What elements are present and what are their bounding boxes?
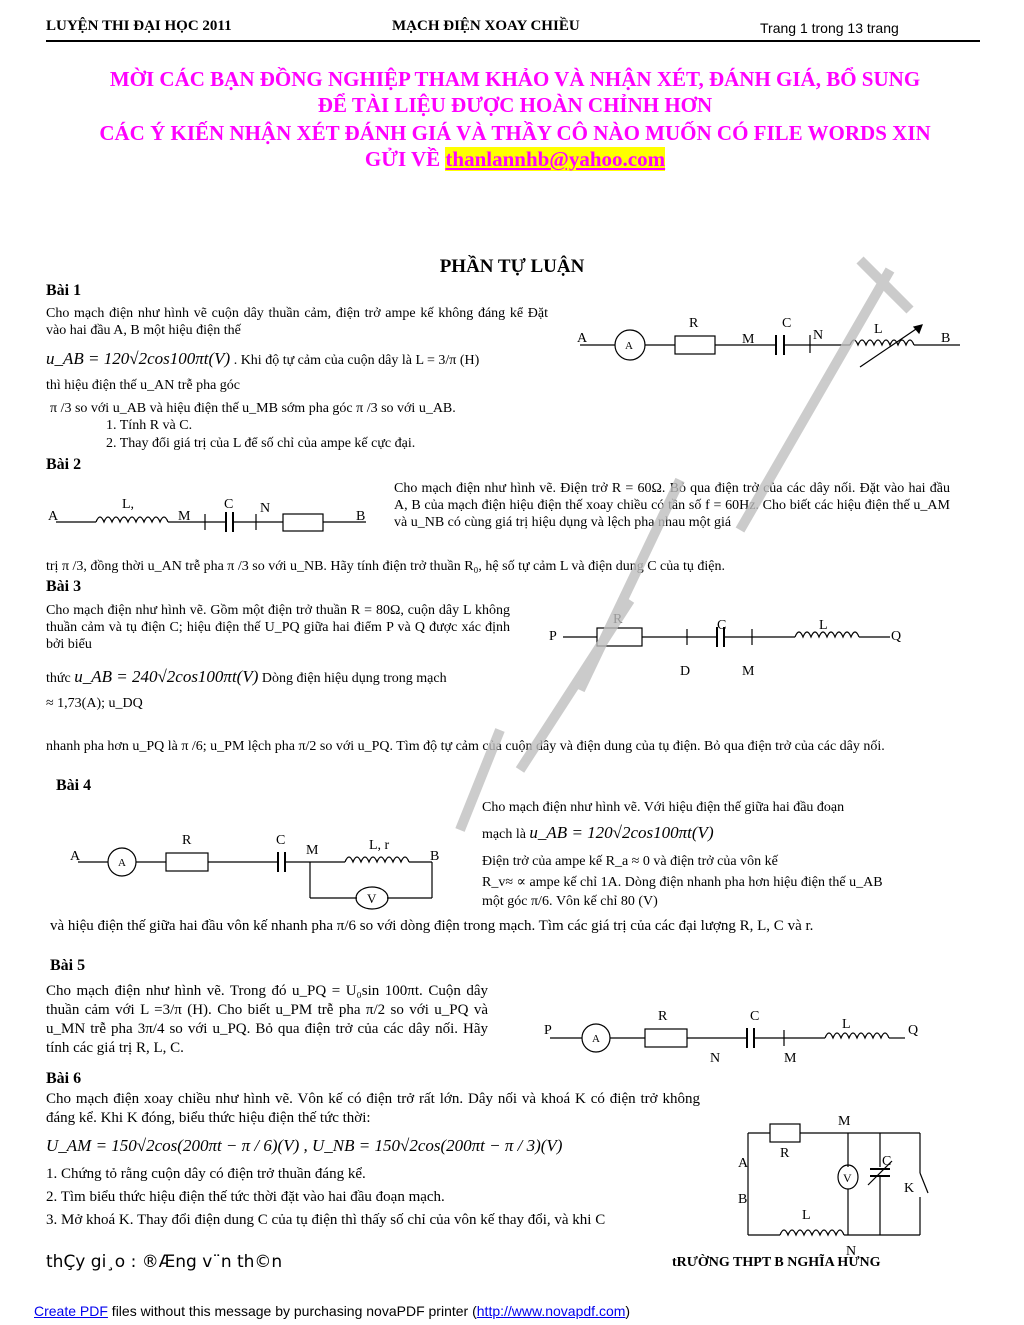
bai1-node-B: B [941, 331, 951, 346]
bai1-question-1: 1. Tính R và C. [106, 418, 193, 433]
footer-pdf-text-1: files without this message by purchasing novaPDF printer ( [107, 1303, 477, 1319]
section-title: PHẦN TỰ LUẬN [439, 256, 585, 277]
bai5-capacitor-label: C [750, 1009, 760, 1024]
bai3-paragraph-1: Cho mạch điện như hình vẽ. Gồm một điện trở thuần R = 80Ω, cuộn dây L không thuần cảm và tụ điện C; hiệu điện thế U_PQ giữa hai điểm P và Q được xác định bởi biểu [46, 603, 510, 652]
bai3-node-M: M [742, 664, 755, 679]
bai1-node-M: M [742, 332, 755, 347]
invite-line-3: CÁC Ý KIẾN NHẬN XÉT ĐÁNH GIÁ VÀ THẦY CÔ NÀO MUỐN CÓ FILE WORDS XIN [99, 121, 931, 145]
bai2-node-B: B [356, 509, 366, 524]
bai4-capacitor-label: C [276, 833, 286, 848]
bai5-inductor-label: L [842, 1017, 851, 1032]
bai6-title: Bài 6 [46, 1070, 82, 1087]
bai6-resistor-label: R [780, 1146, 790, 1161]
bai6-node-A: A [738, 1156, 749, 1171]
bai4-paragraph-6: và hiệu điện thế giữa hai đầu vôn kế nhanh pha π/6 so với dòng điện trong mạch. Tìm các giá trị của các đại lượng R, L, C và r. [50, 918, 814, 934]
bai6-node-B: B [738, 1192, 748, 1207]
bai4-paragraph-1: Cho mạch điện như hình vẽ. Với hiệu điện thế giữa hai đầu đoạn [482, 800, 845, 815]
bai2-paragraph-1: Cho mạch điện như hình vẽ. Điện trở R = 60Ω. Bỏ qua điện trở của các dây nối. Đặt vào hai đầu A, B của mạch điện hiệu điện thế xoay chiều có tần số f = 60Hz. Cho biết các hiệu điện thế u_AM và u_NB có cùng giá trị hiệu dụng và lệch pha nhau một giá [394, 481, 950, 530]
bai3-resistor-label: R [613, 612, 623, 627]
bai3-node-P: P [549, 629, 557, 644]
header-rule [46, 40, 980, 42]
bai1-capacitor-label: C [782, 316, 792, 331]
bai2-capacitor-label: C [224, 497, 234, 512]
bai3-node-Q: Q [891, 629, 902, 644]
bai4-formula: u_AB = 120√2cos100πt(V) [529, 823, 714, 842]
bai2-title: Bài 2 [46, 456, 82, 473]
invite-line-4 [40, 146, 990, 172]
bai4-paragraph-3: Điện trở của ampe kế R_a ≈ 0 và điện trở của vôn kế [482, 854, 778, 869]
bai4-paragraph-4: R_v≈ ∝ ampe kế chỉ 1A. Dòng điện nhanh pha hơn hiệu điện thế u_AB [482, 875, 883, 890]
bai6-switch-label: K [904, 1181, 915, 1196]
bai1-paragraph-1b: . Khi độ tự cảm của cuộn dây là L = 3/π (H) [233, 353, 480, 368]
bai5-ammeter-label: A [592, 1033, 600, 1045]
bai4-ammeter-label: A [118, 857, 126, 869]
bai4-node-M: M [306, 843, 319, 858]
bai5-title: Bài 5 [50, 957, 86, 974]
bai6-formula: U_AM = 150√2cos(200πt − π / 6)(V) , U_NB = 150√2cos(200πt − π / 3)(V) [46, 1136, 563, 1155]
bai6-capacitor-label: C [882, 1154, 892, 1169]
novapdf-url-link[interactable]: http://www.novapdf.com [476, 1303, 626, 1319]
bai1-node-N: N [813, 328, 824, 343]
bai1-inductor-label: L [874, 322, 883, 337]
bai1-title: Bài 1 [46, 282, 82, 299]
bai4-title: Bài 4 [56, 777, 92, 794]
bai3-paragraph-3: ≈ 1,73(A); u_DQ [46, 696, 143, 711]
invite-line-2: ĐỂ TÀI LIỆU ĐƯỢC HOÀN CHỈNH HƠN [317, 93, 713, 117]
bai2-paragraph-2: trị π /3, đồng thời u_AN trễ pha π /3 so với u_NB. Hãy tính điện trở thuần R₀, hệ số tự cảm L và điện dung C của tụ điện. [46, 559, 725, 574]
bai6-voltmeter-label: V [843, 1171, 852, 1185]
bai3-capacitor-label: C [717, 618, 727, 633]
bai4-inductor-label: L, r [369, 838, 390, 853]
header-center: MẠCH ĐIỆN XOAY CHIỀU [392, 18, 580, 34]
bai1-formula: u_AB = 120√2cos100πt(V) [46, 349, 231, 368]
bai3-paragraph-2a: thức [46, 671, 71, 686]
bai1-paragraph-1: Cho mạch điện như hình vẽ cuộn dây thuần cảm, điện trở ampe kế không đáng kể Đặt vào hai đầu A, B một hiệu điện thế [46, 306, 548, 338]
bai1-ammeter-label: A [625, 340, 633, 352]
bai4-node-B: B [430, 849, 440, 864]
bai3-paragraph-2b: Dòng điện hiệu dụng trong mạch [261, 671, 447, 686]
bai1-paragraph-3: π /3 so với u_AB và hiệu điện thế u_MB sớm pha góc π /3 so với u_AB. [50, 401, 456, 416]
watermark-graphic [440, 250, 960, 1250]
bai6-inductor-label: L [802, 1208, 811, 1223]
bai3-paragraph-4: nhanh pha hơn u_PQ là π /6; u_PM lệch pha π/2 so với u_PQ. Tìm độ tự cảm của cuộn dây và điện dung của tụ điện. Bỏ qua điện trở của các dây nối. [46, 739, 885, 754]
bai5-resistor-label: R [658, 1009, 668, 1024]
bai4-voltmeter-label: V [367, 891, 377, 906]
bai5-paragraph-1: Cho mạch điện như hình vẽ. Trong đó u_PQ = U₀sin 100πt. Cuộn dây thuần cảm với L =3/π (H). Cho biết u_PM trễ pha π/2 so với u_PQ và u_MN trễ pha 3π/4 so với u_PQ. Bỏ qua điện trở của các dây nối. Hãy tính các giá trị R, L, C. [46, 983, 488, 1056]
bai2-inductor-label: L, [122, 497, 135, 512]
footer-pdf-text-2: ) [625, 1303, 631, 1319]
bai4-paragraph-2a: mạch là [482, 827, 526, 842]
bai1-resistor-label: R [689, 316, 699, 331]
bai6-question-3: 3. Mở khoá K. Thay đổi điện dung C của tụ điện thì thấy số chỉ của vôn kế thay đổi, và khi C [46, 1212, 606, 1228]
bai2-node-A: A [48, 509, 59, 524]
header-left: LUYỆN THI ĐẠI HỌC 2011 [46, 18, 232, 34]
bai3-formula: u_AB = 240√2cos100πt(V) [74, 667, 259, 686]
bai1-paragraph-2: thì hiệu điện thế u_AN trễ pha góc [46, 378, 241, 393]
bai6-node-N: N [846, 1244, 857, 1259]
bai5-node-P: P [544, 1023, 552, 1038]
bai6-question-1: 1. Chứng tỏ rằng cuộn dây có điện trở thuần đáng kể. [46, 1166, 366, 1182]
bai4-node-A: A [70, 849, 81, 864]
bai4-resistor-label: R [182, 833, 192, 848]
create-pdf-link[interactable]: Create PDF [34, 1303, 108, 1319]
invite-line-1: MỜI CÁC BẠN ĐỒNG NGHIỆP THAM KHẢO VÀ NHẬN XÉT, ĐÁNH GIÁ, BỔ SUNG [109, 67, 921, 91]
bai4-circuit-diagram [60, 826, 460, 916]
bai1-node-A: A [577, 331, 588, 346]
bai3-title: Bài 3 [46, 578, 82, 595]
bai6-paragraph-1: Cho mạch điện xoay chiều như hình vẽ. Vôn kế có điện trở rất lớn. Dây nối và khoá K có điện trở không đáng kể. Khi K đóng, biểu thức hiệu điện thế tức thời: [46, 1091, 700, 1126]
email-link[interactable]: thanlannhb@yahoo.com [445, 147, 666, 171]
bai1-question-2: 2. Thay đổi giá trị của L để số chỉ của ampe kế cực đại. [106, 436, 416, 451]
bai5-node-Q: Q [908, 1023, 919, 1038]
footer-school: tRƯỜNG THPT B NGHĨA HƯNG [672, 1255, 881, 1270]
bai6-node-M: M [838, 1114, 851, 1129]
bai4-paragraph-5: một góc π/6. Vôn kế chỉ 80 (V) [482, 894, 658, 909]
footer-teacher: thÇy gi¸o : ®Æng v¨n th©n [46, 1252, 283, 1272]
bai2-node-N: N [260, 501, 271, 516]
invite-prefix: GỬI VỀ [364, 147, 441, 171]
bai3-node-D: D [680, 664, 691, 679]
bai5-node-M: M [784, 1051, 797, 1066]
bai5-node-N: N [710, 1051, 721, 1066]
bai2-circuit-diagram [46, 490, 376, 540]
header-page-number: Trang 1 trong 13 trang [760, 20, 899, 36]
bai2-node-M: M [178, 509, 191, 524]
footer-pdf-notice [34, 1303, 630, 1319]
bai6-question-2: 2. Tìm biểu thức hiệu điện thế tức thời đặt vào hai đầu đoạn mạch. [46, 1189, 445, 1205]
bai3-inductor-label: L [819, 618, 828, 633]
